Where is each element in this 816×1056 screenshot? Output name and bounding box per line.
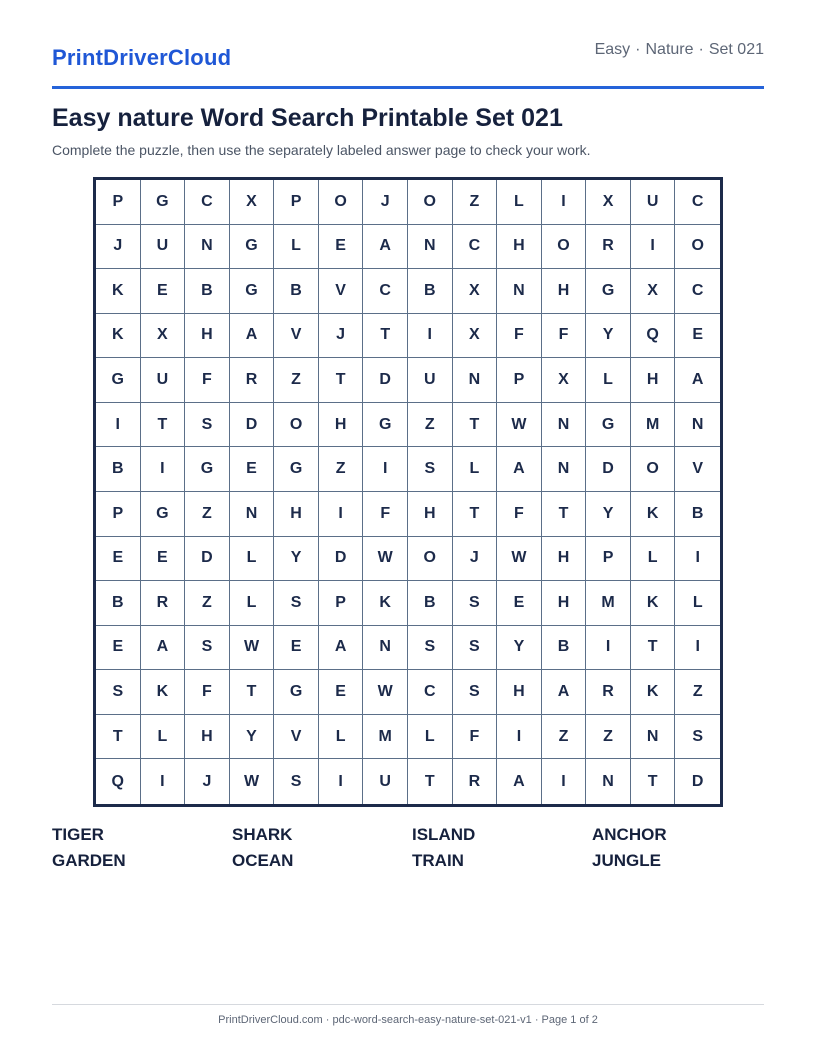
grid-cell[interactable]: W: [363, 670, 408, 715]
grid-cell[interactable]: Z: [185, 492, 230, 537]
footer-divider: [52, 1004, 764, 1005]
grid-cell[interactable]: I: [586, 626, 631, 671]
grid-cell[interactable]: S: [96, 670, 141, 715]
grid-cell[interactable]: Y: [274, 537, 319, 582]
grid-cell[interactable]: P: [96, 492, 141, 537]
grid-cell[interactable]: Z: [453, 180, 498, 225]
grid-cell[interactable]: J: [185, 759, 230, 804]
grid-cell[interactable]: U: [141, 358, 186, 403]
grid-cell[interactable]: C: [675, 180, 720, 225]
grid-cell[interactable]: H: [185, 314, 230, 359]
grid-cell[interactable]: W: [230, 759, 275, 804]
word-list-item: SHARK: [232, 825, 293, 844]
grid-cell[interactable]: T: [363, 314, 408, 359]
grid-cell[interactable]: N: [185, 225, 230, 270]
grid-cell[interactable]: K: [363, 581, 408, 626]
grid-cell[interactable]: E: [319, 225, 364, 270]
grid-cell[interactable]: G: [141, 492, 186, 537]
grid-cell[interactable]: U: [408, 358, 453, 403]
grid-cell[interactable]: P: [586, 537, 631, 582]
grid-cell[interactable]: M: [586, 581, 631, 626]
grid-cell[interactable]: Q: [631, 314, 676, 359]
grid-cell[interactable]: H: [408, 492, 453, 537]
word-list-item: JUNGLE: [592, 851, 661, 870]
breadcrumb-item-level[interactable]: Easy: [594, 41, 631, 58]
word-list-item: GARDEN: [52, 851, 126, 870]
grid-cell[interactable]: B: [274, 269, 319, 314]
grid-cell[interactable]: H: [274, 492, 319, 537]
page-footer: PrintDriverCloud.com · pdc-word-search-easy-nature-set-021-v1 · Page 1 of 2: [218, 1014, 598, 1026]
grid-cell[interactable]: D: [363, 358, 408, 403]
grid-cell[interactable]: N: [497, 269, 542, 314]
grid-cell[interactable]: Z: [185, 581, 230, 626]
grid-cell[interactable]: L: [586, 358, 631, 403]
grid-cell[interactable]: G: [141, 180, 186, 225]
grid-cell[interactable]: X: [141, 314, 186, 359]
grid-cell[interactable]: E: [497, 581, 542, 626]
grid-cell[interactable]: G: [230, 225, 275, 270]
grid-cell[interactable]: O: [542, 225, 587, 270]
grid-cell[interactable]: F: [363, 492, 408, 537]
grid-cell[interactable]: N: [631, 715, 676, 760]
word-list: [52, 826, 772, 870]
grid-cell[interactable]: K: [141, 670, 186, 715]
grid-cell[interactable]: E: [675, 314, 720, 359]
grid-cell[interactable]: E: [274, 626, 319, 671]
grid-cell[interactable]: O: [675, 225, 720, 270]
grid-cell[interactable]: T: [453, 403, 498, 448]
grid-cell[interactable]: L: [319, 715, 364, 760]
grid-cell[interactable]: Z: [274, 358, 319, 403]
grid-cell[interactable]: S: [185, 626, 230, 671]
grid-cell[interactable]: Y: [497, 626, 542, 671]
grid-cell[interactable]: Y: [586, 314, 631, 359]
grid-cell[interactable]: B: [96, 447, 141, 492]
grid-cell[interactable]: S: [453, 670, 498, 715]
breadcrumb-separator: ·: [698, 41, 704, 58]
grid-cell[interactable]: N: [408, 225, 453, 270]
grid-cell[interactable]: N: [363, 626, 408, 671]
grid-cell[interactable]: L: [274, 225, 319, 270]
grid-cell[interactable]: Z: [675, 670, 720, 715]
grid-cell[interactable]: K: [96, 314, 141, 359]
grid-cell[interactable]: L: [408, 715, 453, 760]
grid-cell[interactable]: T: [408, 759, 453, 804]
grid-cell[interactable]: H: [542, 537, 587, 582]
grid-cell[interactable]: C: [408, 670, 453, 715]
word-search-grid: [93, 177, 723, 807]
grid-cell[interactable]: Y: [586, 492, 631, 537]
grid-cell[interactable]: R: [453, 759, 498, 804]
grid-cell[interactable]: R: [586, 225, 631, 270]
grid-cell[interactable]: I: [542, 180, 587, 225]
page-header: [52, 0, 764, 89]
grid-cell[interactable]: H: [542, 269, 587, 314]
grid-cell[interactable]: X: [542, 358, 587, 403]
grid-cell[interactable]: O: [631, 447, 676, 492]
grid-cell[interactable]: B: [542, 626, 587, 671]
grid-cell[interactable]: D: [319, 537, 364, 582]
grid-cell[interactable]: A: [497, 447, 542, 492]
grid-cell[interactable]: J: [453, 537, 498, 582]
grid-cell[interactable]: E: [141, 537, 186, 582]
grid-cell[interactable]: I: [319, 759, 364, 804]
grid-cell[interactable]: M: [631, 403, 676, 448]
grid-cell[interactable]: K: [631, 492, 676, 537]
brand-logo[interactable]: PrintDriverCloud: [52, 45, 232, 70]
grid-cell[interactable]: L: [141, 715, 186, 760]
grid-cell[interactable]: J: [96, 225, 141, 270]
grid-cell[interactable]: I: [141, 447, 186, 492]
grid-cell[interactable]: Z: [319, 447, 364, 492]
grid-cell[interactable]: G: [185, 447, 230, 492]
grid-cell[interactable]: I: [497, 715, 542, 760]
grid-cell[interactable]: J: [363, 180, 408, 225]
grid-cell[interactable]: B: [408, 269, 453, 314]
grid-cell[interactable]: O: [408, 180, 453, 225]
word-list-item: ISLAND: [412, 825, 476, 844]
grid-cell[interactable]: T: [453, 492, 498, 537]
grid-cell[interactable]: X: [453, 314, 498, 359]
grid-cell[interactable]: I: [141, 759, 186, 804]
word-list-item: TRAIN: [412, 851, 464, 870]
grid-cell[interactable]: Z: [542, 715, 587, 760]
page-title: Easy nature Word Search Printable Set 021: [52, 104, 563, 132]
grid-cell[interactable]: V: [274, 715, 319, 760]
grid-cell[interactable]: F: [497, 492, 542, 537]
grid-cell[interactable]: G: [586, 269, 631, 314]
word-list-item: TIGER: [52, 825, 104, 844]
grid-cell[interactable]: L: [453, 447, 498, 492]
grid-cell[interactable]: V: [675, 447, 720, 492]
grid-cell[interactable]: P: [274, 180, 319, 225]
grid-cell[interactable]: P: [96, 180, 141, 225]
grid-cell[interactable]: S: [274, 759, 319, 804]
grid-cell[interactable]: X: [453, 269, 498, 314]
grid-cell[interactable]: D: [185, 537, 230, 582]
grid-cell[interactable]: O: [408, 537, 453, 582]
grid-cell[interactable]: G: [274, 670, 319, 715]
grid-cell[interactable]: K: [631, 670, 676, 715]
grid-cell[interactable]: R: [586, 670, 631, 715]
grid-cell[interactable]: L: [631, 537, 676, 582]
grid-cell[interactable]: I: [319, 492, 364, 537]
grid-cell[interactable]: O: [274, 403, 319, 448]
grid-cell[interactable]: G: [274, 447, 319, 492]
grid-cell[interactable]: Q: [96, 759, 141, 804]
grid-cell[interactable]: V: [274, 314, 319, 359]
grid-cell[interactable]: F: [185, 670, 230, 715]
grid-cell[interactable]: A: [230, 314, 275, 359]
breadcrumb-item-theme[interactable]: Nature: [645, 41, 694, 58]
grid-cell[interactable]: S: [408, 447, 453, 492]
grid-cell[interactable]: H: [319, 403, 364, 448]
grid-cell[interactable]: T: [230, 670, 275, 715]
grid-cell[interactable]: B: [408, 581, 453, 626]
grid-cell[interactable]: Y: [230, 715, 275, 760]
grid-cell[interactable]: U: [631, 180, 676, 225]
grid-cell[interactable]: L: [497, 180, 542, 225]
grid-cell[interactable]: A: [675, 358, 720, 403]
grid-cell[interactable]: H: [631, 358, 676, 403]
grid-cell[interactable]: R: [230, 358, 275, 403]
grid-cell[interactable]: P: [319, 581, 364, 626]
grid-cell[interactable]: I: [96, 403, 141, 448]
grid-cell[interactable]: G: [586, 403, 631, 448]
grid-cell[interactable]: S: [274, 581, 319, 626]
grid-cell[interactable]: H: [542, 581, 587, 626]
grid-cell[interactable]: E: [96, 626, 141, 671]
grid-cell[interactable]: W: [363, 537, 408, 582]
grid-cell[interactable]: U: [363, 759, 408, 804]
grid-cell[interactable]: G: [230, 269, 275, 314]
grid-cell[interactable]: E: [96, 537, 141, 582]
grid-cell[interactable]: K: [631, 581, 676, 626]
grid-cell[interactable]: X: [230, 180, 275, 225]
grid-cell[interactable]: S: [453, 626, 498, 671]
breadcrumb-separator: ·: [635, 41, 641, 58]
grid-cell[interactable]: N: [453, 358, 498, 403]
grid-cell[interactable]: E: [141, 269, 186, 314]
grid-cell[interactable]: C: [185, 180, 230, 225]
grid-cell[interactable]: F: [453, 715, 498, 760]
grid-cell[interactable]: T: [141, 403, 186, 448]
grid-cell[interactable]: L: [230, 537, 275, 582]
word-list-item: OCEAN: [232, 851, 294, 870]
grid-cell[interactable]: A: [542, 670, 587, 715]
grid-cell[interactable]: N: [675, 403, 720, 448]
grid-cell[interactable]: R: [141, 581, 186, 626]
grid-cell[interactable]: G: [96, 358, 141, 403]
grid-cell[interactable]: I: [363, 447, 408, 492]
grid-cell[interactable]: A: [497, 759, 542, 804]
grid-cell[interactable]: T: [319, 358, 364, 403]
grid-cell[interactable]: N: [542, 447, 587, 492]
grid-cell[interactable]: D: [230, 403, 275, 448]
grid-cell[interactable]: W: [497, 537, 542, 582]
grid-cell[interactable]: I: [631, 225, 676, 270]
grid-cell[interactable]: P: [497, 358, 542, 403]
grid-cell[interactable]: I: [542, 759, 587, 804]
grid-cell[interactable]: F: [542, 314, 587, 359]
grid-cell[interactable]: T: [542, 492, 587, 537]
grid-cell[interactable]: L: [675, 581, 720, 626]
grid-cell[interactable]: H: [497, 225, 542, 270]
grid-cell[interactable]: O: [319, 180, 364, 225]
grid-cell[interactable]: D: [691, 772, 704, 790]
grid-cell[interactable]: T: [96, 715, 141, 760]
grid-cell[interactable]: B: [185, 269, 230, 314]
grid-cell[interactable]: T: [631, 626, 676, 671]
grid-cell[interactable]: C: [675, 269, 720, 314]
grid-cell[interactable]: S: [408, 626, 453, 671]
grid-cell[interactable]: U: [141, 225, 186, 270]
grid-cell[interactable]: S: [675, 715, 720, 760]
grid-cell[interactable]: Z: [408, 403, 453, 448]
grid-cell[interactable]: A: [141, 626, 186, 671]
grid-cell[interactable]: V: [319, 269, 364, 314]
grid-cell[interactable]: M: [363, 715, 408, 760]
grid-cell[interactable]: I: [408, 314, 453, 359]
grid-cell[interactable]: X: [586, 180, 631, 225]
grid-cell[interactable]: E: [319, 670, 364, 715]
grid-cell[interactable]: I: [675, 537, 720, 582]
grid-cell[interactable]: C: [363, 269, 408, 314]
breadcrumb: [595, 41, 764, 59]
grid-cell[interactable]: F: [497, 314, 542, 359]
grid-cell[interactable]: L: [230, 581, 275, 626]
grid-cell[interactable]: X: [631, 269, 676, 314]
grid-cell[interactable]: J: [319, 314, 364, 359]
grid-cell[interactable]: N: [542, 403, 587, 448]
grid-cell[interactable]: N: [586, 759, 631, 804]
grid-cell[interactable]: H: [497, 670, 542, 715]
grid-cell[interactable]: I: [675, 626, 720, 671]
grid-cell[interactable]: D: [586, 447, 631, 492]
breadcrumb-item-set: Set 021: [708, 41, 764, 58]
grid-cell[interactable]: W: [497, 403, 542, 448]
word-list-item: ANCHOR: [592, 825, 667, 844]
grid-cell[interactable]: A: [319, 626, 364, 671]
grid-cell[interactable]: A: [363, 225, 408, 270]
grid-cell[interactable]: T: [631, 759, 676, 804]
grid-cell[interactable]: E: [230, 447, 275, 492]
grid-cell[interactable]: Z: [586, 715, 631, 760]
grid-cell[interactable]: B: [675, 492, 720, 537]
page-subtitle: Complete the puzzle, then use the separately labeled answer page to check your work.: [52, 142, 591, 158]
grid-cell[interactable]: N: [230, 492, 275, 537]
grid-cell[interactable]: F: [185, 358, 230, 403]
grid-cell[interactable]: G: [363, 403, 408, 448]
grid-cell[interactable]: K: [96, 269, 141, 314]
grid-cell[interactable]: C: [453, 225, 498, 270]
grid-cell[interactable]: W: [230, 626, 275, 671]
grid-cell[interactable]: S: [185, 403, 230, 448]
grid-cell[interactable]: S: [453, 581, 498, 626]
grid-cell[interactable]: H: [185, 715, 230, 760]
grid-cell[interactable]: B: [96, 581, 141, 626]
